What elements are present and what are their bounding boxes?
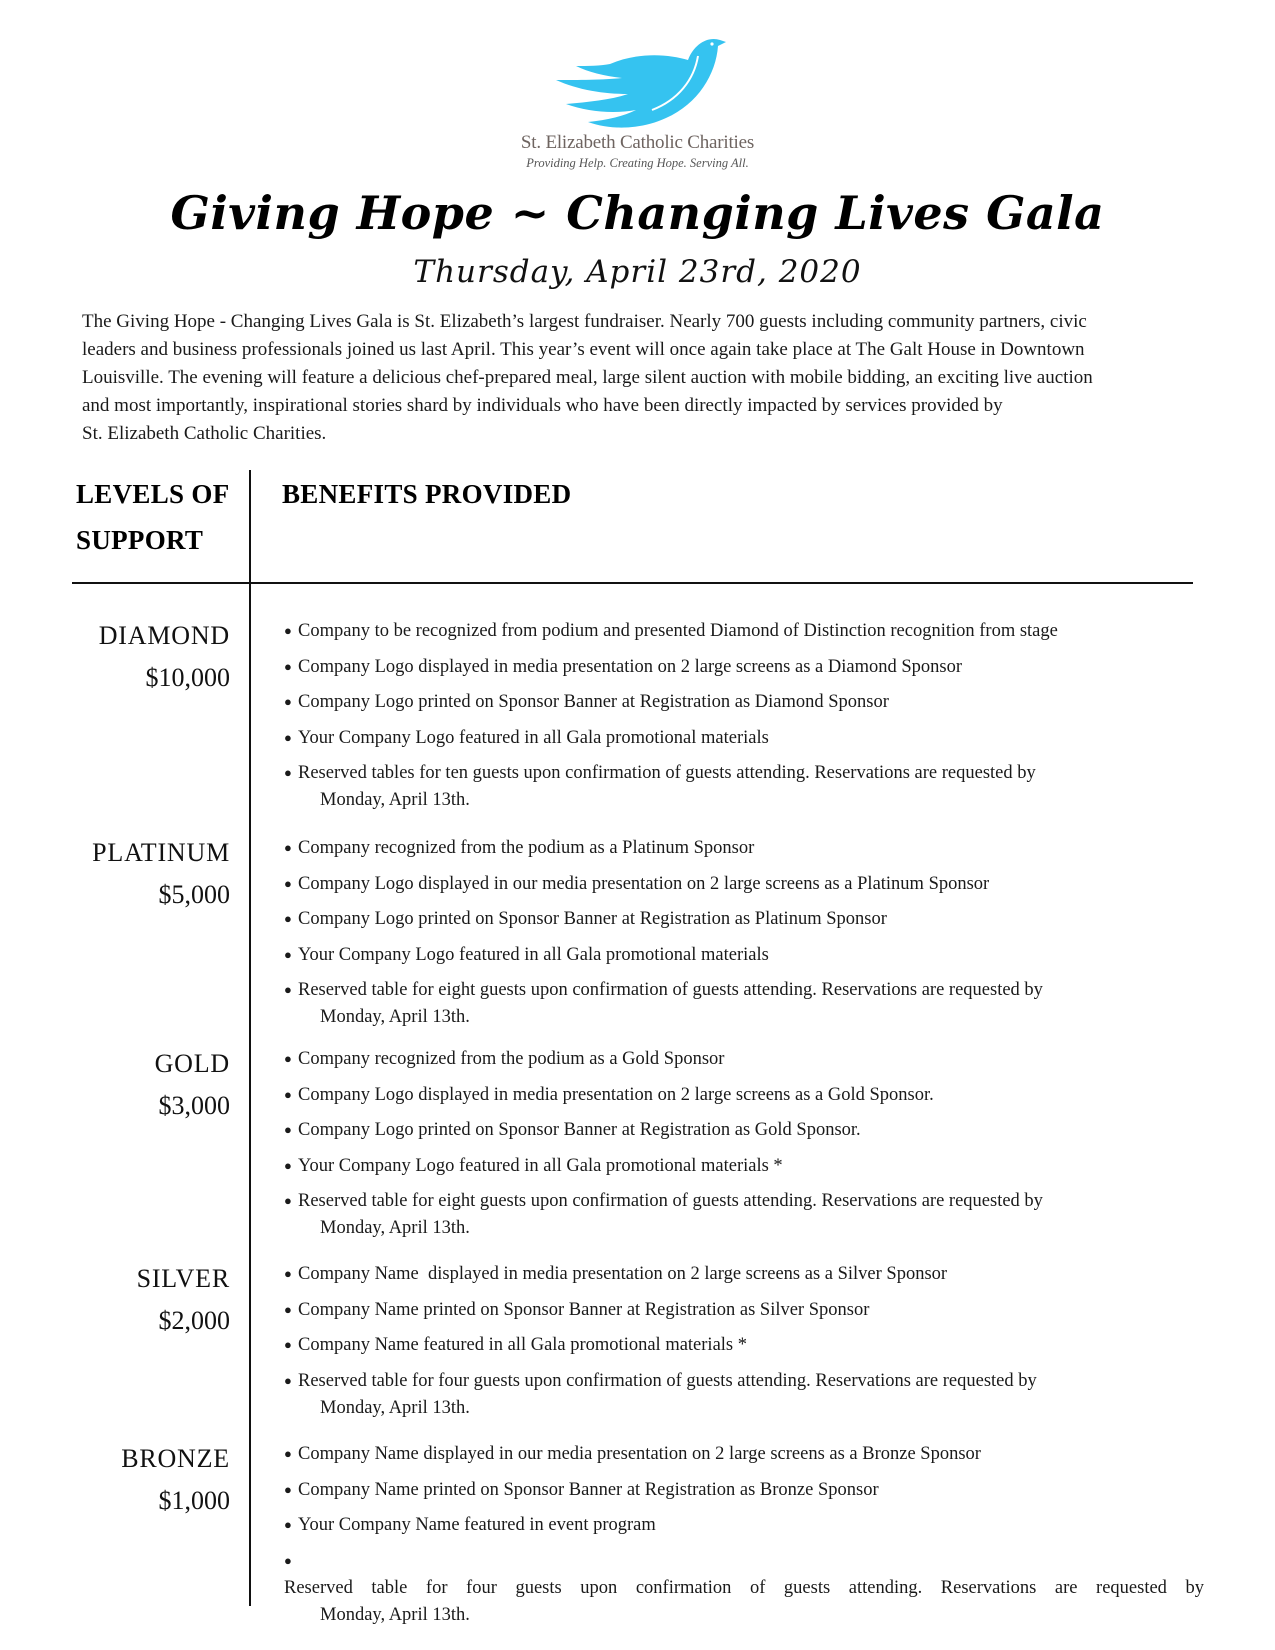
bullet-icon: ● xyxy=(284,1193,292,1208)
bullet-icon: ● xyxy=(284,875,292,891)
benefit-text: Company Logo displayed in our media presentation on 2 large screens as a Platinum Sponsor xyxy=(298,873,990,894)
benefit-text: Reserved tables for ten guests upon confirmation of guests attending. Reservations are requested by xyxy=(298,763,1036,783)
benefit-item xyxy=(284,1547,1204,1629)
org-tagline: Providing Help. Creating Hope. Serving All. xyxy=(526,156,749,170)
tier-name: PLATINUM xyxy=(92,838,230,867)
tier-label xyxy=(99,615,230,699)
intro-line: St. Elizabeth Catholic Charities. xyxy=(82,423,327,444)
benefit-item xyxy=(284,1152,1204,1180)
tier-amount: $1,000 xyxy=(158,1486,230,1515)
tier-name: SILVER xyxy=(136,1264,230,1293)
tier-amount: $3,000 xyxy=(158,1091,230,1120)
benefit-list xyxy=(284,1260,1204,1429)
benefit-text-continued: Monday, April 13th. xyxy=(320,1604,470,1625)
benefit-item xyxy=(284,1511,1204,1539)
benefit-item xyxy=(284,1081,1204,1109)
benefit-text: Company Logo displayed in media presentation on 2 large screens as a Diamond Sponsor xyxy=(298,656,962,677)
tier-amount: $10,000 xyxy=(145,663,230,692)
benefit-text: Company Name featured in all Gala promotional materials * xyxy=(298,1335,747,1355)
bullet-icon: ● xyxy=(284,911,292,926)
column-header-levels xyxy=(76,471,246,563)
tier-amount: $2,000 xyxy=(158,1306,230,1335)
benefit-text: Company Name displayed in our media presentation on 2 large screens as a Bronze Sponsor xyxy=(298,1444,981,1464)
tier-label xyxy=(137,1258,230,1342)
column-header-levels-line: SUPPORT xyxy=(76,525,204,555)
bullet-icon: ● xyxy=(284,840,292,855)
bullet-icon: ● xyxy=(284,1051,292,1066)
benefit-text-continued: Monday, April 13th. xyxy=(320,790,470,810)
benefit-item xyxy=(284,870,1204,898)
bullet-icon: ● xyxy=(284,1372,292,1388)
bullet-icon: ● xyxy=(284,729,292,745)
tier-label xyxy=(92,832,230,916)
benefit-text: Reserved table for four guests upon confirmation of guests attending. Reservations are requested by xyxy=(298,1370,1037,1391)
tier-name: BRONZE xyxy=(121,1444,230,1473)
intro-line: The Giving Hope - Changing Lives Gala is St. Elizabeth’s largest fundraiser. Nearly 700 guests including community partners, civic xyxy=(82,311,1087,332)
header-rule xyxy=(72,582,1193,584)
bullet-icon: ● xyxy=(284,1552,292,1568)
benefit-text: Reserved table for eight guests upon confirmation of guests attending. Reservations are requested by xyxy=(298,1191,1043,1211)
intro-line: and most importantly, inspirational stories shard by individuals who have been directly impacted by services provided by xyxy=(82,395,1003,416)
benefit-list xyxy=(284,617,1204,822)
bullet-icon: ● xyxy=(284,1517,292,1532)
bullet-icon: ● xyxy=(284,1337,292,1352)
benefit-text: Company to be recognized from podium and presented Diamond of Distinction recognition from stage xyxy=(298,621,1058,641)
benefit-item xyxy=(284,834,1204,862)
benefit-item xyxy=(284,1440,1204,1468)
benefit-item xyxy=(284,976,1204,1031)
benefit-text: Your Company Logo featured in all Gala promotional materials xyxy=(298,727,769,748)
benefit-text: Company recognized from the podium as a Gold Sponsor xyxy=(298,1049,725,1069)
bullet-icon: ● xyxy=(284,1157,292,1173)
benefit-text: Your Company Logo featured in all Gala promotional materials xyxy=(298,944,769,965)
benefit-text: Your Company Name featured in event program xyxy=(298,1515,656,1535)
benefit-item xyxy=(284,1367,1204,1422)
intro-line: Louisville. The evening will feature a delicious chef-prepared meal, large silent auction with mobile bidding, an exciting live auction xyxy=(82,367,1093,388)
bullet-icon: ● xyxy=(284,1301,292,1317)
bullet-icon: ● xyxy=(284,623,292,638)
benefit-item xyxy=(284,1331,1204,1359)
benefit-list xyxy=(284,1440,1204,1636)
benefit-item xyxy=(284,1187,1204,1242)
benefit-text: Company Name displayed in media presentation on 2 large screens as a Silver Sponsor xyxy=(298,1264,948,1284)
benefit-text: Company Logo printed on Sponsor Banner at Registration as Gold Sponsor. xyxy=(298,1120,861,1140)
tier-label xyxy=(155,1043,230,1127)
tier-name: GOLD xyxy=(154,1049,230,1078)
bullet-icon: ● xyxy=(284,765,292,780)
benefit-item xyxy=(284,1260,1204,1288)
bullet-icon: ● xyxy=(284,1446,292,1461)
benefit-list xyxy=(284,834,1204,1039)
benefit-item xyxy=(284,941,1204,969)
bullet-icon: ● xyxy=(284,982,292,997)
benefit-text: Company Logo printed on Sponsor Banner at Registration as Platinum Sponsor xyxy=(298,909,887,929)
benefit-text: Reserved table for eight guests upon confirmation of guests attending. Reservations are requested by xyxy=(298,980,1043,1000)
event-date: Thursday, April 23rd, 2020 xyxy=(413,254,862,290)
bullet-icon: ● xyxy=(284,694,292,709)
bullet-icon: ● xyxy=(284,1266,292,1281)
tier-name: DIAMOND xyxy=(98,621,230,650)
column-divider xyxy=(249,470,251,1606)
benefit-text-continued: Monday, April 13th. xyxy=(320,1397,470,1418)
column-header-benefits: BENEFITS PROVIDED xyxy=(282,479,572,509)
benefit-item xyxy=(284,1476,1204,1504)
benefit-text: Company Name printed on Sponsor Banner at Registration as Bronze Sponsor xyxy=(298,1479,879,1500)
benefit-item xyxy=(284,759,1204,814)
benefit-text: Company Logo printed on Sponsor Banner at Registration as Diamond Sponsor xyxy=(298,692,889,712)
benefit-item xyxy=(284,724,1204,752)
dove-hand-icon xyxy=(548,34,728,146)
benefit-item xyxy=(284,1296,1204,1324)
benefit-text: Company Logo displayed in media presentation on 2 large screens as a Gold Sponsor. xyxy=(298,1084,934,1105)
benefit-item xyxy=(284,1116,1204,1144)
benefit-text: Your Company Logo featured in all Gala promotional materials * xyxy=(298,1155,783,1176)
benefit-text: Company recognized from the podium as a Platinum Sponsor xyxy=(298,838,755,858)
benefit-list xyxy=(284,1045,1204,1250)
column-header-levels-line: LEVELS OF xyxy=(76,479,230,509)
benefit-text-continued: Monday, April 13th. xyxy=(320,1007,470,1027)
benefit-item xyxy=(284,905,1204,933)
bullet-icon: ● xyxy=(284,1122,292,1137)
bullet-icon: ● xyxy=(284,1086,292,1102)
benefit-text: Company Name printed on Sponsor Banner at Registration as Silver Sponsor xyxy=(298,1299,870,1320)
intro-paragraph xyxy=(82,308,1202,448)
bullet-icon: ● xyxy=(284,1481,292,1497)
page-title: Giving Hope ~ Changing Lives Gala xyxy=(170,186,1105,240)
benefit-item xyxy=(284,1045,1204,1073)
org-name: St. Elizabeth Catholic Charities xyxy=(520,132,755,153)
benefit-item xyxy=(284,688,1204,716)
benefit-text: Reserved table for four guests upon confirmation of guests attending. Reservations are requested by xyxy=(284,1577,1204,1598)
bullet-icon: ● xyxy=(284,658,292,674)
intro-line: leaders and business professionals joined us last April. This year’s event will once again take place at The Galt House in Downtown xyxy=(82,339,1085,360)
benefit-item xyxy=(284,617,1204,645)
bullet-icon: ● xyxy=(284,946,292,962)
tier-amount: $5,000 xyxy=(158,880,230,909)
tier-label xyxy=(121,1438,230,1522)
benefit-text-continued: Monday, April 13th. xyxy=(320,1218,470,1238)
benefit-item xyxy=(284,653,1204,681)
